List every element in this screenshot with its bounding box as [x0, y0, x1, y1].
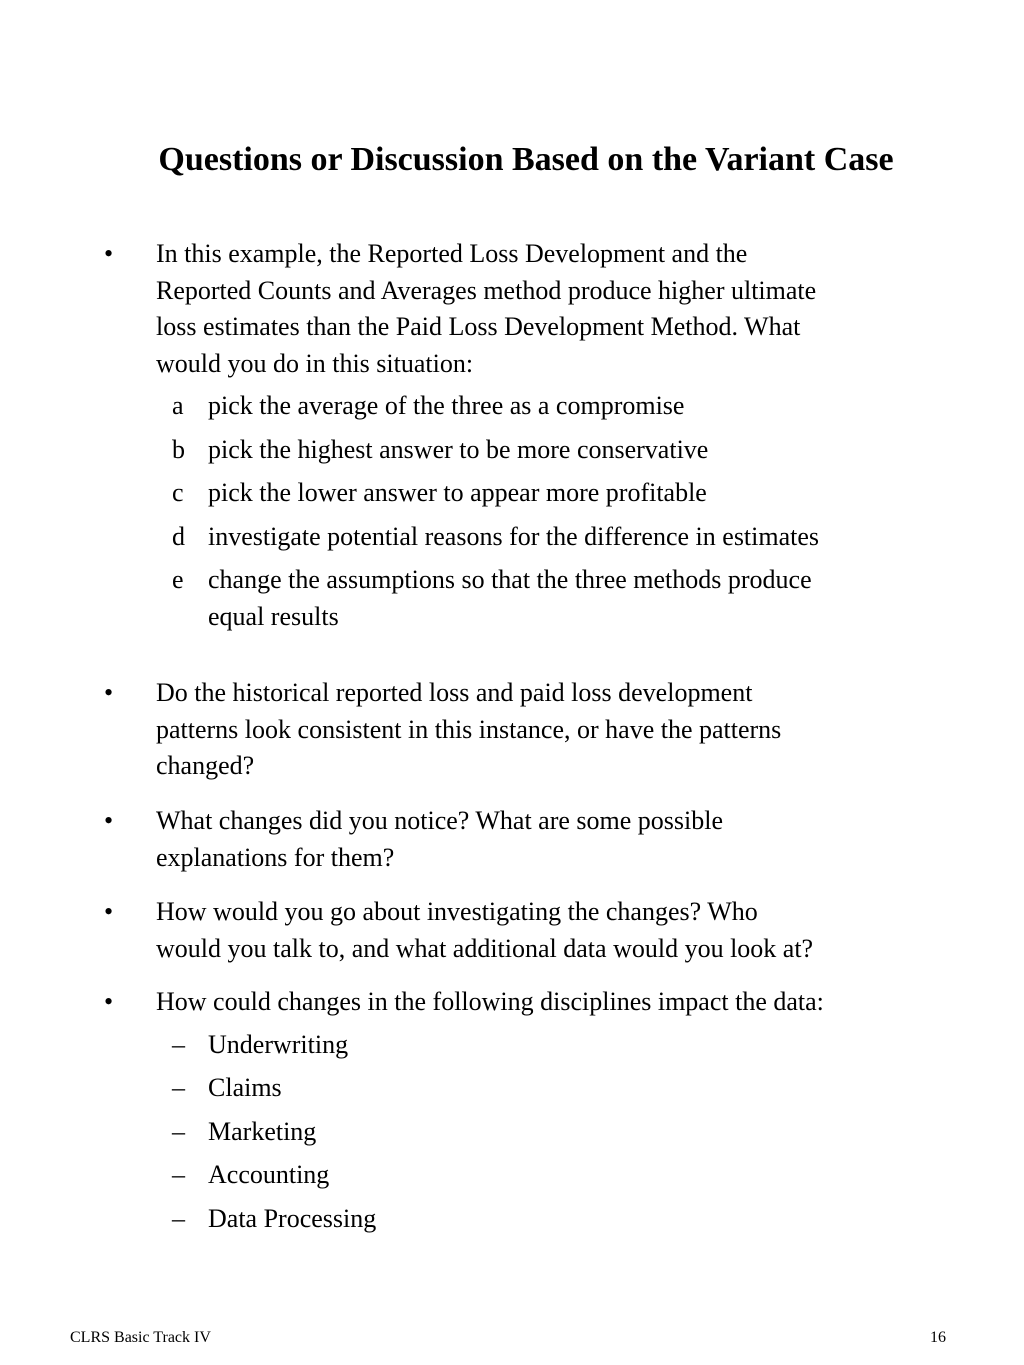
bullet-line: would you do in this situation:: [156, 348, 474, 378]
dash-marker: –: [172, 1203, 185, 1233]
sub-text: pick the highest answer to be more conservative: [208, 434, 709, 464]
bullet-line: would you talk to, and what additional data would you look at?: [156, 933, 814, 963]
dash-marker: –: [172, 1073, 185, 1102]
sub-list-options: [0, 388, 1024, 635]
bullet-item-1: [0, 236, 1024, 642]
sub-item-a: [0, 388, 1024, 425]
bullet-line: explanations for them?: [156, 842, 395, 872]
sub-line: equal results: [208, 601, 339, 631]
sub-line: change the assumptions so that the three methods produce: [208, 565, 812, 594]
footer-course-name: CLRS Basic Track IV: [70, 1329, 211, 1346]
bullet-line: Do the historical reported loss and paid loss development: [156, 678, 753, 707]
footer-page-number: 16: [930, 1329, 946, 1346]
sub-text: pick the lower answer to appear more profitable: [208, 478, 707, 507]
sub-item-d: [0, 519, 1024, 556]
sub-item-data-processing: [0, 1201, 1024, 1238]
bullet-line: What changes did you notice? What are some possible: [156, 806, 724, 835]
sub-text: Data Processing: [208, 1203, 377, 1233]
bullet-item-2: [0, 675, 1024, 785]
bullet-text: [156, 675, 956, 785]
sub-item-b: [0, 432, 1024, 469]
bullet-text: [156, 236, 956, 382]
sub-marker: d: [172, 521, 185, 551]
sub-text: Underwriting: [208, 1029, 349, 1059]
bullet-line: How could changes in the following disciplines impact the data:: [156, 987, 824, 1016]
bullet-line: changed?: [156, 751, 255, 780]
bullet-item-5: [0, 984, 1024, 1244]
bullet-glyph: •: [104, 678, 114, 707]
bullet-line: How would you go about investigating the changes? Who: [156, 897, 758, 926]
sub-item-accounting: [0, 1157, 1024, 1194]
bullet-item-4: [0, 894, 1024, 967]
bullet-glyph: •: [104, 239, 114, 268]
dash-marker: –: [172, 1116, 185, 1146]
sub-item-c: [0, 475, 1024, 512]
bullet-glyph: •: [104, 806, 114, 835]
bullet-glyph: •: [104, 897, 114, 926]
sub-text: Accounting: [208, 1160, 330, 1189]
sub-text: Marketing: [208, 1116, 317, 1146]
bullet-text: [156, 984, 956, 1021]
bullet-text: [156, 803, 956, 876]
bullet-text: [156, 894, 956, 967]
sub-item-claims: [0, 1070, 1024, 1107]
sub-item-e: [0, 562, 1024, 635]
sub-marker: c: [172, 478, 184, 507]
bullet-item-3: [0, 803, 1024, 876]
slide-title: Questions or Discussion Based on the Variant Case: [158, 141, 894, 178]
sub-text: [208, 562, 968, 635]
bullet-line: In this example, the Reported Loss Development and the: [156, 239, 748, 268]
dash-marker: –: [172, 1160, 185, 1189]
sub-item-underwriting: [0, 1027, 1024, 1064]
dash-marker: –: [172, 1029, 185, 1059]
sub-marker: a: [172, 391, 184, 420]
sub-marker: b: [172, 434, 185, 464]
sub-text: pick the average of the three as a compromise: [208, 391, 685, 420]
sub-text: Claims: [208, 1073, 282, 1102]
sub-item-marketing: [0, 1114, 1024, 1151]
sub-text: investigate potential reasons for the difference in estimates: [208, 521, 820, 551]
sub-marker: e: [172, 565, 184, 594]
bullet-glyph: •: [104, 987, 114, 1016]
bullet-line: loss estimates than the Paid Loss Development Method. What: [156, 312, 801, 341]
bullet-line: Reported Counts and Averages method produce higher ultimate: [156, 275, 817, 305]
bullet-line: patterns look consistent in this instance, or have the patterns: [156, 714, 782, 744]
sub-list-disciplines: [0, 1027, 1024, 1238]
